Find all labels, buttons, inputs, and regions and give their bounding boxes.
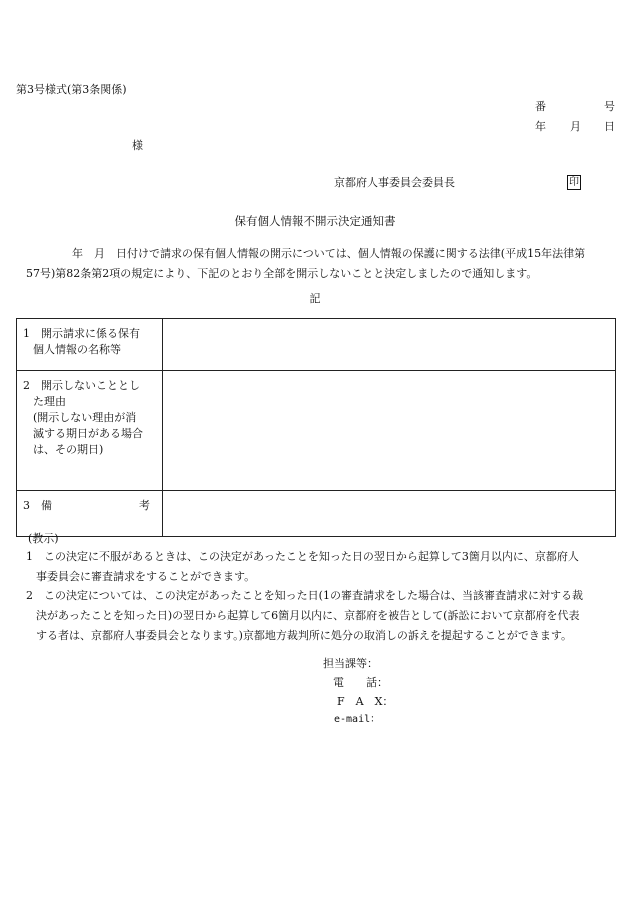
body-line-2: 57号)第82条第2項の規定により、下記のとおり全部を開示しないことと決定しましたので通知します。 xyxy=(26,267,538,280)
date-day-label: 日 xyxy=(604,120,615,133)
row-value-cell[interactable] xyxy=(163,371,616,491)
contact-department-label: 担当課等： xyxy=(323,657,378,670)
body-line-1: 年 月 日付けで請求の保有個人情報の開示については、個人情報の保護に関する法律(平成15年法律第 xyxy=(72,247,586,260)
contact-fax-label: F A X： xyxy=(337,695,394,708)
details-table xyxy=(16,318,616,537)
notice-line: 2 この決定については、この決定があったことを知った日(1の審査請求をした場合は、当該審査請求に対する裁 xyxy=(26,589,583,602)
contact-email-label: e-mail： xyxy=(334,714,381,725)
table-row xyxy=(17,491,616,537)
date-year-label: 年 xyxy=(535,120,546,133)
row-value-cell[interactable] xyxy=(163,319,616,371)
document-title: 保有個人情報不開示決定通知書 xyxy=(234,214,396,228)
row-label-line: (開示しない理由が消 xyxy=(33,411,137,424)
row-label-line: 1 開示請求に係る保有 xyxy=(23,327,140,340)
issuer-name: 京都府人事委員会委員長 xyxy=(334,176,455,189)
number-label-ban: 番 xyxy=(535,100,546,113)
notice-item-2 xyxy=(26,586,626,646)
ki-heading: 記 xyxy=(309,292,321,305)
notice-line: 事委員会に審査請求をすることができます。 xyxy=(36,570,256,583)
date-month-label: 月 xyxy=(570,120,581,133)
notice-line: 1 この決定に不服があるときは、この決定があったことを知った日の翌日から起算して3箇月以内に、京都府人 xyxy=(26,550,579,563)
body-paragraph xyxy=(22,244,620,284)
notice-line: 決があったことを知った日)の翌日から起算して6箇月以内に、京都府を被告として(訴訟において京都府を代表 xyxy=(36,609,580,622)
number-label-go: 号 xyxy=(604,100,615,113)
remarks-label-left: 3 備 xyxy=(23,499,52,512)
row-label-line: 2 開示しないこととし xyxy=(23,379,140,392)
row-label-line: は、その期日) xyxy=(33,443,104,456)
row-label xyxy=(17,371,163,491)
row-label-line: た理由 xyxy=(33,395,66,408)
recipient-suffix: 様 xyxy=(132,139,143,152)
notice-item-1 xyxy=(26,547,626,587)
contact-phone-label: 電 話： xyxy=(333,676,388,689)
row-value-cell[interactable] xyxy=(163,491,616,537)
table-row xyxy=(17,371,616,491)
notice-heading: (教示) xyxy=(28,532,59,545)
remarks-label-right: 考 xyxy=(139,499,150,512)
row-label xyxy=(17,319,163,371)
notice-line: する者は、京都府人事委員会となります。)京都地方裁判所に処分の取消しの訴えを提起することができます。 xyxy=(36,629,573,642)
seal-stamp xyxy=(567,175,581,190)
seal-text: 印 xyxy=(569,176,579,188)
row-label xyxy=(17,491,163,537)
row-label-line: 個人情報の名称等 xyxy=(33,343,121,356)
remarks-label xyxy=(23,498,156,514)
form-number: 第3号様式(第3条関係) xyxy=(16,83,127,96)
table-row xyxy=(17,319,616,371)
row-label-line: 滅する期日がある場合 xyxy=(33,427,143,440)
